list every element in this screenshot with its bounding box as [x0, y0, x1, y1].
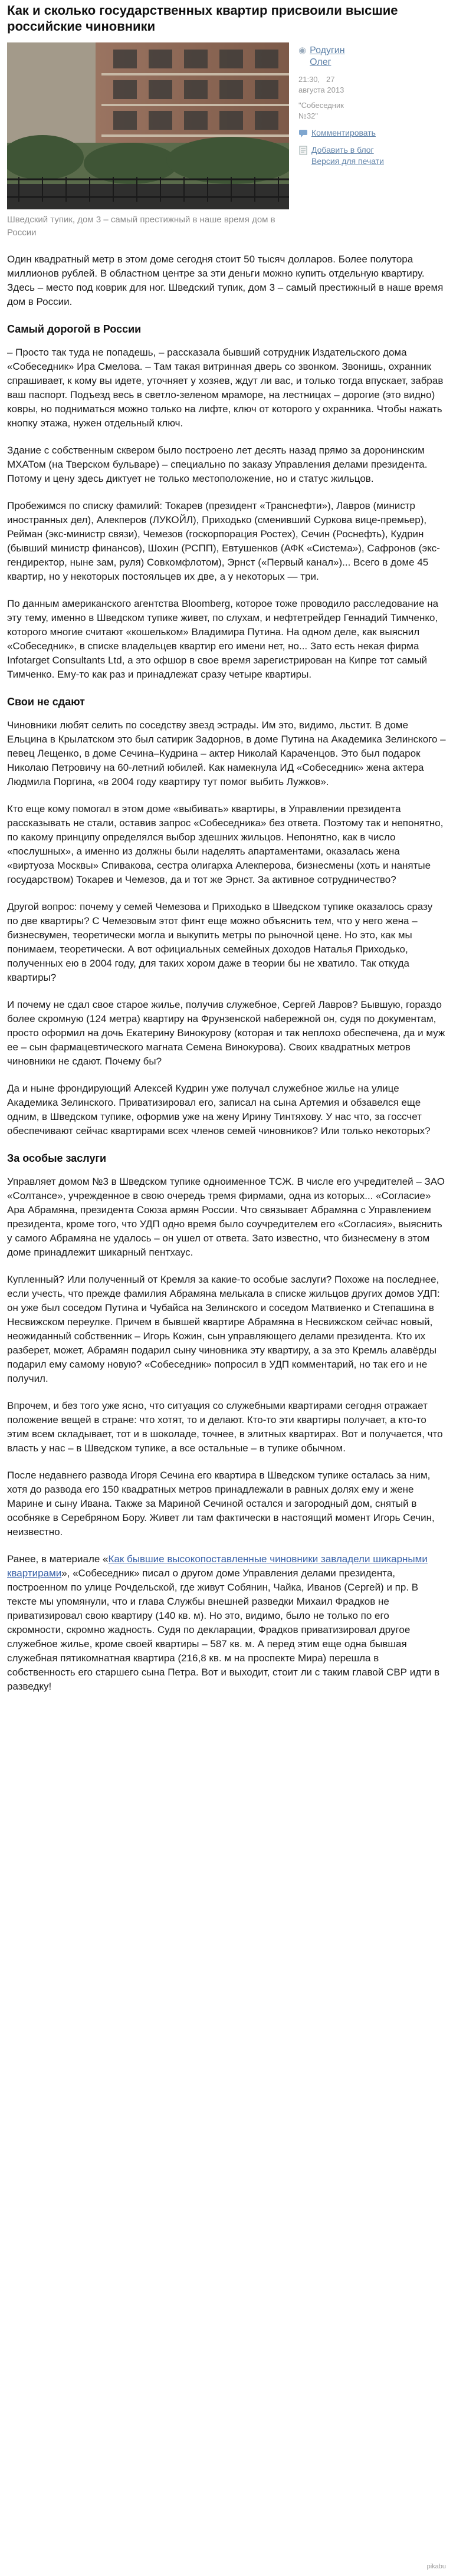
article-paragraph: И почему не сдал свое старое жилье, получив служебное, Сергей Лавров? Бывшую, гораздо более скромную (124 метра) квартиру на Фрунзенской набережной он, судя по документам, просто оформил на дочь Екатерину Винокурову (которая и так неплохо обеспечена, да и муж ее – сын фармацевтического магната Семена Винокурова). Своих квадратных метров чиновники не сдают. Почему бы? — [7, 998, 446, 1069]
paragraph-text: Ранее, в материале « — [7, 1553, 109, 1565]
article-paragraph: Один квадратный метр в этом доме сегодня стоит 50 тысяч долларов. Более полутора миллионов рублей. В областном центре за эти деньги можно купить отдельную квартиру. Здесь – место под коврик для ног. Шведский тупик, дом 3 – самый престижный в наше время дом в России. — [7, 252, 446, 309]
source-issue: №32" — [298, 111, 444, 121]
lead-photo-wrap — [7, 42, 289, 239]
article-sidebar — [298, 42, 444, 167]
source-name: "Собеседник — [298, 100, 444, 111]
building-illustration — [7, 42, 289, 209]
publish-day: 27 — [326, 75, 334, 84]
section-heading: За особые заслуги — [7, 1151, 446, 1165]
article-paragraph: Впрочем, и без того уже ясно, что ситуация со служебными квартирами сегодня отражает положение вещей в стране: что хотят, то и делают. Кто-то эти квартиры получает, а кто-то этим всем складывает, тот и в шоколаде, точнее, в элитных квартирах. Вот и получается, что власть у нас – в Шведском тупике, а все остальные – в тупике обычном. — [7, 1399, 446, 1455]
article-paragraph: Купленный? Или полученный от Кремля за какие-то особые заслуги? Похоже на последнее, если учесть, что прежде фамилия Абрамяна мелькала в списке жильцов других домов УДП: он уже был соседом Путина и Чубайса на Зелинского и соседом Матвиенко и Степашина в Несвижском переулке. Причем в бывшей квартире Абрамяна в Несвижском сейчас новый, неожиданный собственник – Игорь Кожин, сын управляющего делами президента. Кто их разберет, может, Абрамян подарил сыну чиновника эту квартиру, а за это Кремль алавёрды подарил ему самому новую? «Собеседник» попросил в УДП комментарий, но так его и не получил. — [7, 1273, 446, 1386]
author-link[interactable] — [310, 45, 344, 68]
paragraph-text: », «Собеседник» писал о другом доме Управления делами президента, построенном по улице Рочдельской, где живут Собянин, Чайка, Иванов (Сергей) и пр. В тексте мы упомянули, что и глава Службы внешней разведки Михаил Фрадков не приватизировал свою квартиру (140 кв. м). Но это, видимо, было не только по его скромности, скромно жадность. Судя по декларации, Фрадков приватизировал другое служебное жилье, кроме своей квартиры – 587 кв. м. А перед этим еще одна бывшая служебная пятикомнатная квартира (216,8 кв. м на проспекте Мира) перешла в собственность его старшего сына Петра. Вот и выходит, стоит ли с таким главой СВР идти в разведку! — [7, 1568, 439, 1692]
section-heading: Свои не сдают — [7, 695, 446, 709]
article-paragraph: Да и ныне фрондирующий Алексей Кудрин уже получал служебное жилье на улице Академика Зелинского. Приватизировал его, записал на сына Артемия и обзавелся еще одним, в Шведском тупике, оформив уже на жену Ирину Тинтяхову. У нас что, за госсчет обеспечивают сейчас квартирами всех членов семей чиновников? Или только некоторых? — [7, 1082, 446, 1138]
comment-link[interactable]: Комментировать — [311, 127, 376, 139]
article-paragraph: Управляет домом №3 в Шведском тупике одноименное ТСЖ. В числе его учредителей – ЗАО «Солтансе», учрежденное в свою очередь тремя фирмами, одна из которых... «Согласие» Ара Абрамяна, президента Союза армян России. Что связывает Абрамяна с Управлением президента, кроме того, что УДП одно время было соучредителем его «Согласия», выяснить у самого Абрамяна не удалось – он ушел от ответа. Зато известно, что бизнесмену в этом доме принадлежит шикарный пентхаус. — [7, 1175, 446, 1260]
add-to-blog-link[interactable]: Добавить в блог — [311, 144, 384, 156]
building-photo — [7, 42, 289, 209]
watermark: pikabu — [427, 2563, 446, 2570]
article-paragraph: После недавнего развода Игоря Сечина его квартира в Шведском тупике осталась за ним, хотя до развода его 150 квадратных метров принадлежали в равных долях ему и жене Марине и сыну Ивана. Также за Мариной Сечиной остался и загородный дом, снятый в особняке в Серебряном Бору. Живет ли там фактически в настоящий момент Игорь Сечин, неизвестно. — [7, 1468, 446, 1539]
author-first: Родугин — [310, 45, 344, 55]
article-page — [0, 2, 453, 1694]
print-version-link[interactable]: Версия для печати — [311, 156, 384, 167]
article-paragraph: По данным американского агентства Bloomberg, которое тоже проводило расследование на эту тему, именно в Шведском тупике живет, по слухам, и нефтетрейдер Геннадий Тимченко, которого многие считают «кошельком» Владимира Путина. На одном деле, как выяснил «Собеседник», в списке владельцев квартир его имени нет, но... Зато есть некая фирма Infotarget Consultants Ltd, а это офшор в свое время зарегистрирован на Кипре тот самый Тимченко. Ему-то как раз и принадлежат сразу четыре квартиры. — [7, 597, 446, 682]
section-heading: Самый дорогой в России — [7, 322, 446, 336]
publish-time: 21:30, — [298, 75, 320, 84]
article-paragraph — [7, 1552, 446, 1694]
author-row — [298, 45, 444, 68]
article-paragraph: Кто еще кому помогал в этом доме «выбивать» квартиры, в Управлении президента рассказывать не стали, оставив запрос «Собеседника» без ответа. Поэтому так и непонятно, по какому принципу определялся выбор здешних жильцов. Непонятно, как в число «послушных», а именно из должны были наделять апартаментами, оказалась жена «виртуоза Москвы» Спивакова, сестра олигарха Алекперова, бизнесмены (хоть и нанятые государством) Токарев и Чемезов, да и тот же Эрнст. За активное сотрудничество? — [7, 802, 446, 887]
article-paragraph: Другой вопрос: почему у семей Чемезова и Приходько в Шведском тупике оказалось сразу по две квартиры? С Чемезовым этот финт еще можно объяснить тем, что у него жена – бизнесвумен, теоретически могла и выкупить метры по рыночной цене. Но это, как мы понимаем, теоретически. А вот официальных семейных доходов Наталья Приходько, полученных ею в 2004 году, для таких хором даже в теории бы не хватило. Так откуда квартиры? — [7, 900, 446, 985]
article-paragraph: – Просто так туда не попадешь, – рассказала бывший сотрудник Издательского дома «Собеседник» Ира Смелова. – Там такая витринная дверь со звонком. Звонишь, охранник спрашивает, к кому вы идете, уточняет у хозяев, ждут ли вас, и только тогда впускает, забрав ваш паспорт. Подъезд весь в светло-зеленом мраморе, на лестницах – дорогие (это видно) ковры, но подниматься можно только на лифте, ключ от которого у охранника. Чтобы нажать кнопку этажа, нужен отдельный ключ. — [7, 346, 446, 431]
publish-month-year: августа 2013 — [298, 85, 444, 96]
article-paragraph: Пробежимся по списку фамилий: Токарев (президент «Транснефти»), Лавров (министр иностранных дел), Алекперов (ЛУКОЙЛ), Приходько (сменивший Суркова вице-премьер), Рейман (экс-министр связи), Чемезов (госкорпорация Ростех), Сечин (Роснефть), Кудрин (бывший министр финансов), Шохин (РСПП), Евтушенков (АФК «Система»), Сафронов (экс-гендиректор, ныне зам, руля) Совкомфлотом), Эрнст («Первый канал»)... Всего в доме 45 квартир, но у некоторых постояльцев их две, а у некоторых — три. — [7, 499, 446, 584]
article-body — [7, 252, 446, 1694]
comment-icon — [298, 129, 308, 138]
article-paragraph: Здание с собственным сквером было построено лет десять назад прямо за доронинским МХАТом (на Тверском бульваре) – специально по заказу Управления делами президента. Потому и цену здесь диктует не только местоположение, но и статус жильцов. — [7, 443, 446, 486]
author-last: Олег — [310, 57, 331, 67]
comment-row — [298, 127, 444, 139]
actions-row — [298, 144, 444, 167]
article-meta — [298, 74, 444, 121]
article-paragraph: Чиновники любят селить по соседству звезд эстрады. Им это, видимо, льстит. В доме Ельцина в Крылатском это был сатирик Задорнов, в доме Путина на Академика Зелинского – певец Лещенко, в доме Сечина–Кудрина – актер Николай Караченцов. Это был подарок Николаю Петровичу на 60-летний юбилей. Как намекнула ИД «Собеседник» жена актера Людмила Поргина, «в 2004 году квартиру тут помог выбить Лужков». — [7, 718, 446, 789]
photo-caption: Шведский тупик, дом 3 – самый престижный в наше время дом в России — [7, 213, 289, 239]
article-title: Как и сколько государственных квартир присвоили высшие российские чиновники — [7, 2, 446, 34]
related-article-link[interactable]: Как бывшие высокопоставленные чиновники завладели шикарными квартирами — [7, 1553, 428, 1579]
author-icon: ◉ — [298, 45, 306, 56]
lead-section — [7, 42, 446, 239]
actions-links — [311, 144, 384, 167]
blog-icon — [298, 146, 308, 155]
